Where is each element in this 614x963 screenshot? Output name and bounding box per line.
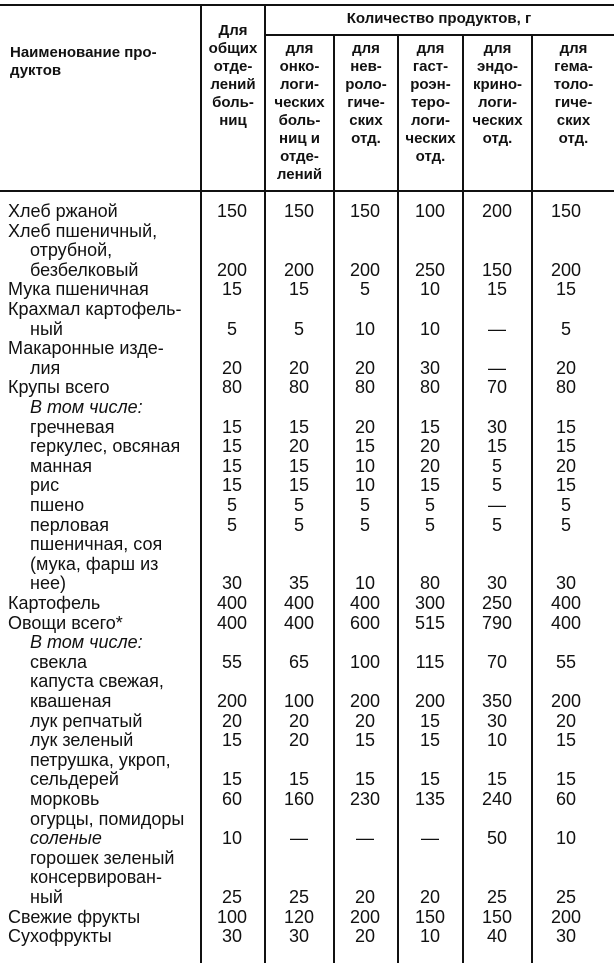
product-name: Картофель: [8, 593, 101, 613]
quantity-cell: —: [421, 828, 439, 849]
quantity-cell: 350: [481, 691, 513, 711]
quantity-cell: 15: [221, 475, 243, 496]
quantity-cell: 15: [555, 436, 577, 457]
quantity-cell: —: [356, 828, 374, 849]
quantity-cell: 15: [221, 730, 243, 751]
quantity-cell: 15: [221, 455, 243, 476]
quantity-cell: 30: [486, 573, 508, 594]
quantity-cell: —: [290, 828, 308, 849]
product-name: ный: [30, 887, 63, 907]
header-bottom-rule: [0, 190, 614, 192]
quantity-cell: 10: [221, 828, 243, 849]
quantity-cell: 160: [283, 789, 315, 809]
quantity-cell: 80: [555, 377, 577, 398]
product-name: В том числе:: [30, 397, 143, 417]
quantity-cell: 20: [354, 710, 376, 731]
quantity-cell: 55: [221, 651, 243, 672]
product-name: Сухофрукты: [8, 926, 112, 947]
quantity-cell: 200: [481, 201, 513, 221]
quantity-cell: 15: [419, 710, 441, 731]
quantity-cell: 10: [354, 318, 376, 339]
quantity-cell: 5: [560, 318, 571, 339]
quantity-cell: 15: [221, 769, 243, 790]
product-name: отрубной,: [30, 240, 113, 261]
quantity-cell: 25: [221, 887, 243, 907]
quantity-cell: 135: [414, 789, 446, 809]
product-name: соленые: [30, 828, 102, 849]
quantity-cell: 15: [288, 455, 310, 476]
quantity-cell: 15: [288, 475, 310, 496]
quantity-cell: 30: [221, 573, 243, 594]
quantity-cell: 30: [419, 357, 441, 378]
quantity-cell: 100: [283, 691, 315, 711]
quantity-cell: 250: [414, 259, 446, 280]
quantity-cell: 200: [349, 691, 381, 711]
quantity-cell: 400: [283, 612, 315, 633]
quantity-cell: 5: [226, 318, 237, 339]
header-product-name: Наименование про- дуктов: [10, 44, 157, 79]
product-name: рис: [30, 475, 60, 496]
product-name: лия: [30, 357, 61, 378]
quantity-cell: 60: [221, 789, 243, 809]
quantity-cell: 25: [486, 887, 508, 907]
col-divider: [397, 34, 399, 963]
quantity-cell: 15: [419, 730, 441, 751]
quantity-cell: 115: [415, 651, 445, 672]
quantity-cell: 200: [216, 691, 248, 711]
quantity-cell: 200: [283, 259, 315, 280]
product-name: морковь: [30, 789, 100, 809]
quantity-cell: 400: [216, 612, 248, 633]
quantity-cell: 70: [486, 377, 508, 398]
quantity-cell: 80: [221, 377, 243, 398]
quantity-cell: 400: [349, 593, 381, 613]
quantity-cell: 15: [221, 416, 243, 437]
quantity-cell: 20: [555, 455, 577, 476]
quantity-cell: 20: [221, 710, 243, 731]
product-name: ный: [30, 318, 63, 339]
quantity-cell: 5: [359, 495, 370, 515]
quantity-cell: 5: [560, 495, 571, 515]
quantity-cell: 15: [288, 279, 310, 300]
quantity-cell: 20: [555, 357, 577, 378]
quantity-cell: 240: [481, 789, 513, 809]
quantity-cell: 50: [486, 828, 508, 849]
quantity-cell: 790: [481, 612, 513, 633]
quantity-cell: 5: [491, 475, 502, 496]
quantity-cell: 10: [419, 279, 441, 300]
quantity-cell: 400: [216, 593, 248, 613]
quantity-cell: 10: [354, 475, 376, 496]
col-divider: [462, 34, 464, 963]
quantity-cell: 20: [555, 710, 577, 731]
quantity-cell: 15: [354, 769, 376, 790]
quantity-cell: 200: [349, 259, 381, 280]
product-name: Мука пшеничная: [8, 279, 149, 300]
quantity-cell: 20: [354, 926, 376, 947]
quantity-cell: 80: [354, 377, 376, 398]
quantity-cell: 15: [555, 416, 577, 437]
quantity-cell: 15: [486, 769, 508, 790]
quantity-cell: 200: [216, 259, 248, 280]
product-name: В том числе:: [30, 632, 143, 653]
product-name: консервирован-: [30, 867, 162, 888]
quantity-cell: 20: [354, 887, 376, 907]
quantity-cell: —: [488, 318, 506, 339]
quantity-cell: 65: [288, 651, 310, 672]
quantity-cell: 15: [419, 769, 441, 790]
quantity-cell: 15: [555, 769, 577, 790]
quantity-cell: 150: [550, 201, 582, 221]
quantity-cell: 10: [354, 573, 376, 594]
quantity-cell: 20: [221, 357, 243, 378]
quantity-cell: 20: [419, 887, 441, 907]
quantity-cell: 20: [354, 416, 376, 437]
quantity-cell: 70: [486, 651, 508, 672]
product-name: квашеная: [30, 691, 112, 711]
product-name: Овощи всего*: [8, 612, 123, 633]
quantity-cell: 5: [293, 495, 304, 515]
header-col-neurology: для нев- роло- гиче- ских отд.: [345, 40, 387, 147]
quantity-cell: 15: [555, 279, 577, 300]
col-divider: [333, 34, 335, 963]
quantity-cell: 15: [486, 436, 508, 457]
quantity-cell: 10: [486, 730, 508, 751]
product-name: горошек зеленый: [30, 847, 175, 868]
quantity-cell: 15: [288, 416, 310, 437]
product-name: гречневая: [30, 416, 115, 437]
quantity-cell: 400: [550, 612, 582, 633]
quantity-cell: 10: [354, 455, 376, 476]
quantity-cell: 5: [226, 495, 237, 515]
header-col-hematology: для гема- толо- гиче- ских отд.: [553, 40, 594, 147]
quantity-cell: 100: [414, 201, 446, 221]
product-name: свекла: [30, 651, 87, 672]
quantity-cell: 80: [419, 377, 441, 398]
quantity-cell: 15: [419, 475, 441, 496]
product-name: нее): [30, 573, 66, 594]
product-name: безбелковый: [30, 259, 139, 280]
quantity-cell: 150: [414, 906, 446, 927]
quantity-cell: 60: [555, 789, 577, 809]
product-name: огурцы, помидоры: [30, 808, 185, 829]
product-name: петрушка, укроп,: [30, 749, 171, 770]
quantity-cell: 15: [486, 279, 508, 300]
product-name: пшеничная, соя: [30, 534, 163, 555]
table-top-rule: [0, 4, 614, 6]
quantity-cell: 200: [550, 906, 582, 927]
col-divider: [200, 4, 202, 963]
header-col-general: Для общих отде- лений боль- ниц: [208, 22, 258, 129]
quantity-cell: 20: [288, 710, 310, 731]
product-name: (мука, фарш из: [30, 553, 159, 574]
product-name: Хлеб ржаной: [8, 201, 118, 221]
quantity-cell: 10: [555, 828, 577, 849]
quantity-cell: 30: [555, 926, 577, 947]
quantity-cell: 20: [288, 730, 310, 751]
group-header-rule: [264, 34, 614, 36]
quantity-cell: 15: [221, 436, 243, 457]
quantity-cell: 200: [550, 259, 582, 280]
quantity-cell: 10: [419, 926, 441, 947]
quantity-cell: 15: [555, 730, 577, 751]
quantity-cell: 5: [424, 495, 435, 515]
product-name: пшено: [30, 495, 85, 515]
quantity-cell: 80: [419, 573, 441, 594]
quantity-cell: 15: [354, 436, 376, 457]
quantity-cell: 15: [555, 475, 577, 496]
quantity-cell: 230: [349, 789, 381, 809]
quantity-cell: 5: [491, 455, 502, 476]
product-name: лук репчатый: [30, 710, 143, 731]
quantity-cell: 120: [283, 906, 315, 927]
quantity-cell: 150: [481, 259, 513, 280]
quantity-cell: 20: [419, 436, 441, 457]
quantity-cell: 55: [555, 651, 577, 672]
quantity-cell: 400: [283, 593, 315, 613]
product-name: Свежие фрукты: [8, 906, 141, 927]
quantity-cell: 20: [288, 436, 310, 457]
quantity-cell: 25: [288, 887, 310, 907]
quantity-cell: 40: [486, 926, 508, 947]
quantity-cell: 35: [288, 573, 310, 594]
quantity-cell: 30: [486, 416, 508, 437]
product-name: Крупы всего: [8, 377, 110, 398]
quantity-cell: 5: [359, 514, 370, 535]
quantity-cell: —: [488, 357, 506, 378]
quantity-cell: 600: [349, 612, 381, 633]
quantity-cell: 400: [550, 593, 582, 613]
quantity-cell: 150: [481, 906, 513, 927]
quantity-cell: —: [488, 495, 506, 515]
header-col-oncology: для онко- логи- ческих боль- ниц и отде- лений: [274, 40, 325, 183]
product-name: лук зеленый: [30, 730, 134, 751]
quantity-cell: 15: [419, 416, 441, 437]
quantity-cell: 5: [293, 318, 304, 339]
header-quantity-group: Количество продуктов, г: [346, 10, 532, 27]
header-col-gastro: для гаст- роэн- теро- логи- ческих отд.: [405, 40, 456, 165]
quantity-cell: 20: [288, 357, 310, 378]
quantity-cell: 20: [354, 357, 376, 378]
quantity-cell: 10: [419, 318, 441, 339]
quantity-cell: 5: [226, 514, 237, 535]
product-name: Макаронные изде-: [8, 338, 164, 359]
quantity-cell: 200: [349, 906, 381, 927]
quantity-cell: 5: [560, 514, 571, 535]
product-name: Хлеб пшеничный,: [8, 220, 158, 241]
quantity-cell: 5: [359, 279, 370, 300]
header-col-endocrine: для эндо- крино- логи- ческих отд.: [472, 40, 523, 147]
quantity-cell: 100: [349, 651, 381, 672]
quantity-cell: 30: [486, 710, 508, 731]
col-divider: [531, 34, 533, 963]
quantity-cell: 30: [555, 573, 577, 594]
quantity-cell: 30: [288, 926, 310, 947]
quantity-cell: 100: [216, 906, 248, 927]
quantity-cell: 150: [349, 201, 381, 221]
quantity-cell: 5: [293, 514, 304, 535]
quantity-cell: 15: [221, 279, 243, 300]
quantity-cell: 300: [414, 593, 446, 613]
quantity-cell: 5: [424, 514, 435, 535]
product-name: манная: [30, 455, 93, 476]
product-name: сельдерей: [30, 769, 119, 790]
product-name: геркулес, овсяная: [30, 436, 181, 457]
quantity-cell: 15: [288, 769, 310, 790]
quantity-cell: 250: [481, 593, 513, 613]
quantity-cell: 30: [221, 926, 243, 947]
product-name: капуста свежая,: [30, 671, 164, 692]
product-name: перловая: [30, 514, 109, 535]
quantity-cell: 200: [414, 691, 446, 711]
quantity-cell: 515: [414, 612, 446, 633]
quantity-cell: 200: [550, 691, 582, 711]
quantity-cell: 80: [288, 377, 310, 398]
quantity-cell: 25: [555, 887, 577, 907]
quantity-cell: 150: [283, 201, 315, 221]
quantity-cell: 150: [216, 201, 248, 221]
quantity-cell: 15: [354, 730, 376, 751]
product-name: Крахмал картофель-: [8, 299, 182, 319]
quantity-cell: 20: [419, 455, 441, 476]
quantity-cell: 5: [491, 514, 502, 535]
